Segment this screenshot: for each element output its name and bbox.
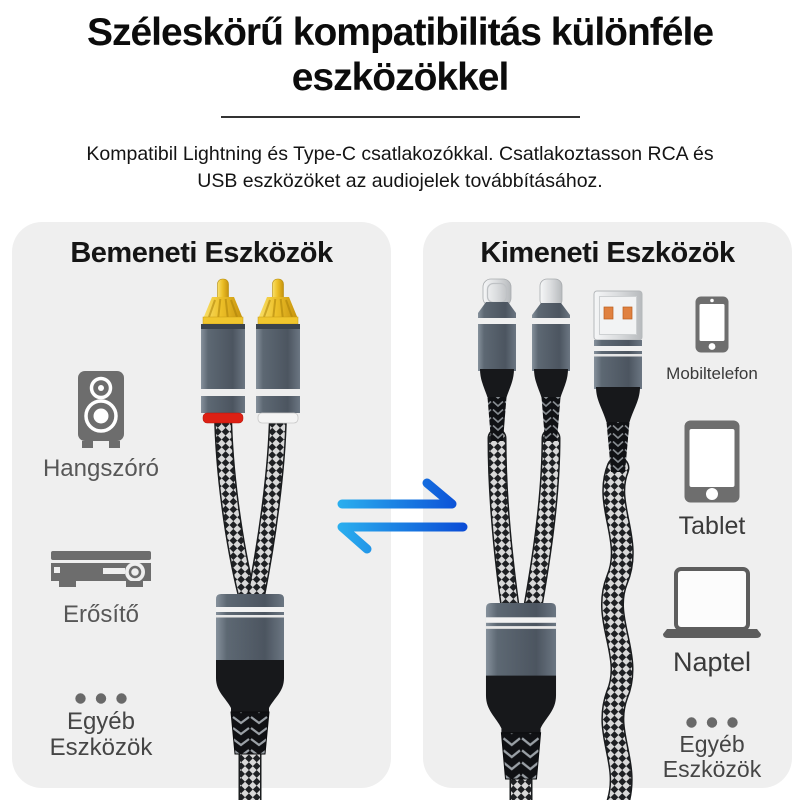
laptop-icon [663,567,761,639]
page-title-line2: eszközökkel [291,56,509,100]
device-other-input [21,693,181,762]
phone-icon [695,296,729,353]
page-subtitle-line2: USB eszközöket az audiojelek továbbításához. [197,170,603,193]
device-laptop [642,567,782,678]
device-label-speaker: Hangszóró [42,455,160,482]
title-divider [221,116,580,118]
output-panel-title: Kimeneti Eszközök [480,237,735,269]
tablet-icon [684,420,740,503]
device-tablet [642,420,782,541]
amplifier-icon [51,551,151,588]
device-label-other-input: Egyéb Eszközök [49,708,153,762]
device-label-amplifier: Erősítő [62,601,140,628]
device-label-tablet: Tablet [678,512,746,540]
input-panel-title: Bemeneti Eszközök [70,237,333,269]
ellipsis-icon [686,717,738,728]
device-phone [642,296,782,384]
page-subtitle-line1: Kompatibil Lightning és Type-C csatlakozókkal. Csatlakoztasson RCA és [86,143,714,165]
page-subtitle [0,141,800,196]
page-title [0,10,800,100]
device-speaker [21,371,181,483]
device-amplifier [21,551,181,629]
device-label-laptop: Naptel [672,647,752,677]
device-label-other-output: Egyéb Eszközök [662,731,762,783]
device-label-phone: Mobiltelefon [666,364,758,383]
page-title-line1: Széleskörű kompatibilitás különféle [86,11,714,54]
device-other-output [642,717,782,783]
speaker-icon [78,371,124,448]
ellipsis-icon [75,693,127,704]
